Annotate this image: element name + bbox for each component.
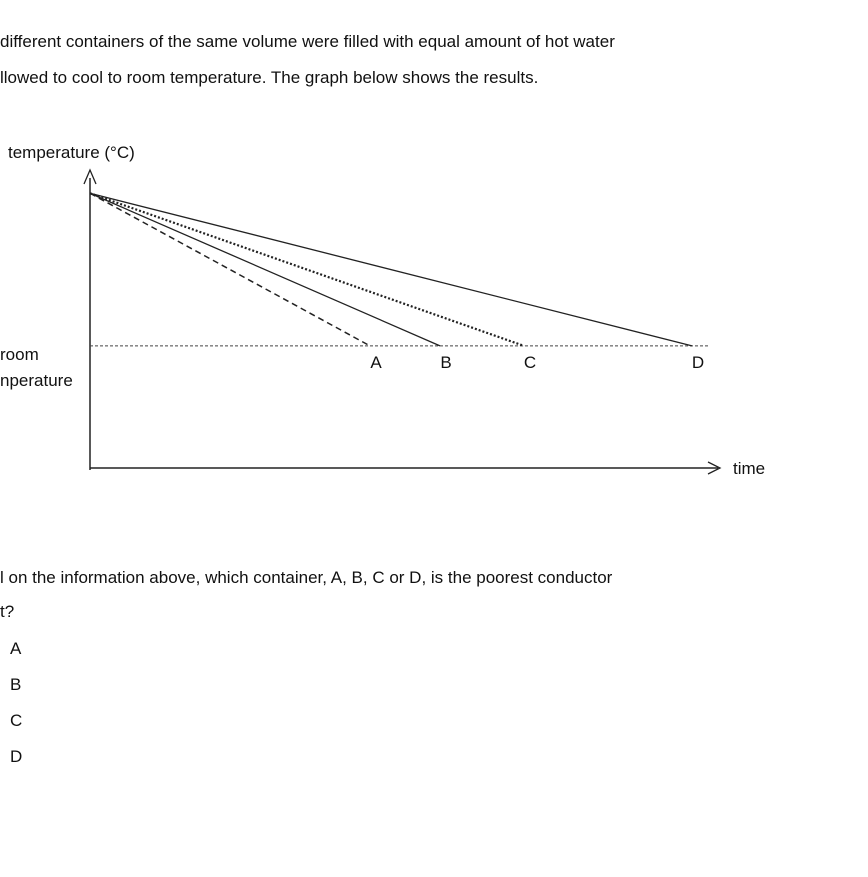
question-line-1: l on the information above, which container, A, B, C or D, is the poorest conductor [0,568,613,587]
series-label-b: B [440,352,452,372]
intro-line-2: llowed to cool to room temperature. The graph below shows the results. [0,68,539,87]
x-axis-label: time [733,459,766,478]
series-label-a: A [370,352,382,372]
series-line-b [90,193,440,346]
room-label-line-2: nperature [0,371,73,390]
intro-line-1: different containers of the same volume were filled with equal amount of hot water [0,32,615,51]
question-line-2: t? [0,602,15,621]
series-line-d [90,193,692,346]
series-label-c: C [523,352,537,372]
y-axis-label: temperature (°C) [8,143,135,162]
series-layer [90,193,704,372]
option-d[interactable]: D [10,747,23,766]
room-label-line-1: room [0,345,39,364]
series-line-a [90,193,370,346]
series-line-c [90,193,524,346]
series-label-d: D [691,352,705,372]
option-c[interactable]: C [10,711,23,730]
option-a[interactable]: A [10,639,22,658]
option-b[interactable]: B [10,675,22,694]
